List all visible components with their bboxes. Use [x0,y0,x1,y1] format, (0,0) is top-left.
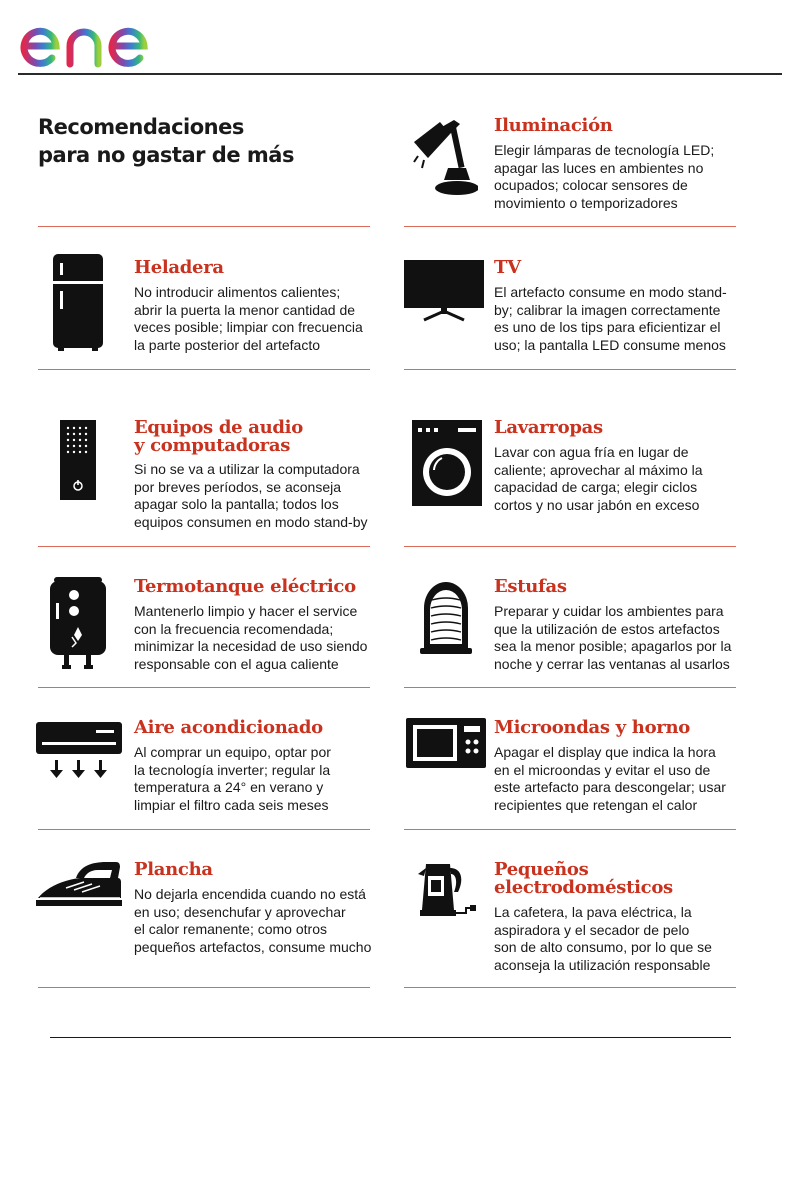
tip-text-line: este artefacto para descongelar; usar [494,779,726,795]
tip-text-line: apagar las luces en ambientes no [494,159,704,176]
tip-text-line: es uno de los tips para eficientizar el [494,319,721,335]
separator [38,369,370,370]
tip-title: Heladera [134,257,224,278]
tip-text-line: caliente; aprovechar al máximo la [494,461,703,478]
tip-text-line: Preparar y cuidar los ambientes para [494,603,724,619]
tip-title: Termotanque eléctrico [134,576,356,597]
tip-text-line: el calor remanente; como otros [134,921,327,937]
iron-icon [36,860,122,908]
separator [404,987,736,988]
tip-text-line: El artefacto consume en modo stand- [494,284,727,300]
tip-text-line: son de alto consumo, por lo que se [494,939,712,955]
tip-text-line: Mantenerlo limpio y hacer el service [134,603,358,619]
tip-title: Iluminación [494,115,613,136]
tip-title: electrodomésticos [494,877,673,898]
page-title-line: para no gastar de más [38,143,294,167]
separator [38,987,370,988]
separator [404,226,736,227]
page-title [38,113,318,169]
tip-text-line: en el microondas y evitar el uso de [494,761,711,778]
tip-text-line: uso; la pantalla LED consume menos [494,336,726,353]
air-conditioner-icon [36,722,122,780]
tip-text-line: Elegir lámparas de tecnología LED; [494,142,715,158]
microwave-icon [406,718,486,768]
enel-logo [18,6,188,68]
tip-text-line: temperatura a 24° en verano y [134,779,324,795]
tip-text-line: ocupados; colocar sensores de [494,177,688,193]
tip-text-line: la tecnología inverter; regular la [134,761,331,778]
separator [38,226,370,227]
tip-text-line: La cafetera, la pava eléctrica, la [494,904,692,920]
tip-text-line: Si no se va a utilizar la computadora [134,461,360,477]
tip-text-line: por breves períodos, se aconseja [134,478,342,495]
tip-text-line: movimiento o temporizadores [494,194,678,211]
tip-text-line: que la utilización de estos artefactos [494,620,720,637]
tv-icon [404,258,484,322]
tip-text-line: abrir la puerta la menor cantidad de [134,301,356,318]
tip-text-line: con la frecuencia recomendada; [134,620,334,637]
tip-title: Estufas [494,576,567,597]
tip-text-line: responsable con el agua caliente [134,655,339,672]
separator [404,369,736,370]
tip-text-line: veces posible; limpiar con frecuencia [134,319,363,335]
tip-text-line: aconseja la utilización responsable [494,956,711,973]
tip-title: Pequeños [494,859,589,880]
tip-text-line: sea la menor posible; apagarlos por la [494,638,732,654]
separator [404,687,736,688]
tip-title: TV [494,257,521,278]
separator [38,687,370,688]
washing-machine-icon [412,420,482,506]
tip-text-line: noche y cerrar las ventanas al usarlos [494,655,730,672]
tip-text-line: equipos consumen en modo stand-by [134,513,368,530]
water-heater-icon [50,577,106,671]
computer-tower-icon [58,420,98,502]
tip-text-line: by; calibrar la imagen correctamente [494,301,721,318]
tip-text-line: limpiar el filtro cada seis meses [134,796,329,813]
tip-text-line: Al comprar un equipo, optar por [134,744,331,760]
tip-text-line: en uso; desenchufar y aprovechar [134,903,346,920]
tip-title: Lavarropas [494,417,603,438]
tip-title: y computadoras [134,435,291,456]
tip-text-line: aspiradora y el secador de pelo [494,921,690,938]
tip-text-line: capacidad de carga; elegir ciclos [494,479,698,495]
tip-text-line: cortos y no usar jabón en exceso [494,496,700,513]
kettle-icon [418,858,478,918]
heater-icon [418,578,474,654]
tip-text-line: recipientes que retengan el calor [494,796,698,813]
footer-rule [50,1037,731,1038]
tip-text-line: Lavar con agua fría en lugar de [494,444,689,460]
page-title-line: Recomendaciones [38,115,244,139]
tip-text-line: Apagar el display que indica la hora [494,744,716,760]
tip-text-line: apagar solo la pantalla; todos los [134,496,339,512]
tip-title: Plancha [134,859,213,880]
refrigerator-icon [52,253,104,351]
tip-title: Microondas y horno [494,717,690,738]
separator [404,829,736,830]
separator [38,829,370,830]
tip-text-line: pequeños artefactos, consume mucho [134,938,372,955]
tip-text-line: No dejarla encendida cuando no está [134,886,366,902]
tip-title: Equipos de audio [134,417,303,438]
tip-text-line: No introducir alimentos calientes; [134,284,341,300]
tip-text-line: la parte posterior del artefacto [134,336,320,353]
tip-title: Aire acondicionado [134,717,323,738]
separator [38,546,370,547]
header-rule [18,73,782,75]
tip-text-line: minimizar la necesidad de uso siendo [134,638,368,654]
separator [404,546,736,547]
desk-lamp-icon [410,118,478,198]
